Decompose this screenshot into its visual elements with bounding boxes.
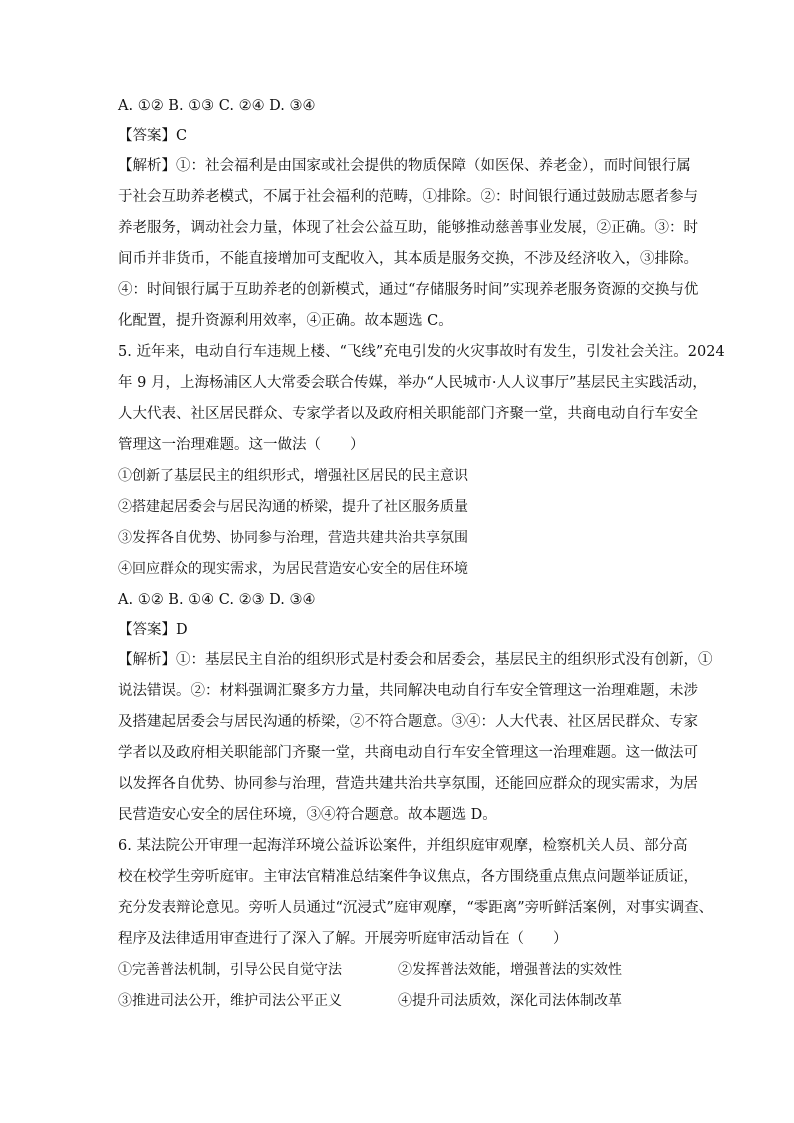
q5-options: A. ①② B. ①④ C. ②③ D. ③④ [118, 592, 316, 608]
q5-stem-line: 管理这一治理难题。这一做法（ ） [118, 437, 365, 453]
q5-statement-3: ③发挥各自优势、协同参与治理，营造共建共治共享氛围 [118, 530, 468, 546]
q5-analysis-line: 【解析】①：基层民主自治的组织形式是村委会和居委会，基层民主的组织形式没有创新，① [118, 652, 713, 668]
q4-answer: 【答案】C [118, 128, 188, 144]
q6-statement-2: ②发挥普法效能，增强普法的实效性 [398, 962, 622, 978]
q6-stem-line: 程序及法律适用审查进行了深入了解。开展旁听庭审活动旨在（ ） [118, 931, 568, 947]
q6-stem-line: 校在校学生旁听庭审。主审法官精准总结案件争议焦点，各方围绕重点焦点问题举证质证， [118, 869, 698, 885]
q4-analysis-line: 化配置，提升资源利用效率，④正确。故本题选 C。 [118, 313, 453, 329]
q4-analysis-line: 养老服务，调动社会力量，体现了社会公益互助，能够推动慈善事业发展，②正确。③：时 [118, 220, 698, 236]
q4-options: A. ①② B. ①③ C. ②④ D. ③④ [118, 98, 316, 114]
q5-stem-line: 年 9 月，上海杨浦区人大常委会联合传媒，举办“人民城市·人人议事厅”基层民主实践活动， [118, 375, 707, 391]
q5-answer: 【答案】D [118, 622, 188, 638]
q4-analysis-line: 于社会互助养老模式，不属于社会福利的范畴，①排除。②：时间银行通过鼓励志愿者参与 [118, 189, 698, 205]
q4-analysis-line: 【解析】①：社会福利是由国家或社会提供的物质保障（如医保、养老金），而时间银行属 [118, 158, 691, 174]
q5-stem-line: 人大代表、社区居民群众、专家学者以及政府相关职能部门齐聚一堂，共商电动自行车安全 [118, 406, 698, 422]
q5-analysis-line: 学者以及政府相关职能部门齐聚一堂，共商电动自行车安全管理这一治理难题。这一做法可 [118, 745, 698, 761]
q6-stem [118, 836, 714, 949]
q5-analysis-line: 说法错误。②：材料强调汇聚多方力量，共同解决电动自行车安全管理这一治理难题，未涉 [118, 683, 698, 699]
q5-stem-line: 5. 近年来，电动自行车违规上楼、“飞线”充电引发的火灾事故时有发生，引发社会关注。2024 [118, 344, 725, 360]
q6-statement-3: ③推进司法公开，维护司法公平正义 [118, 993, 342, 1009]
q6-stem-line: 6. 某法院公开审理一起海洋环境公益诉讼案件，并组织庭审观摩，检察机关人员、部分高 [118, 838, 688, 854]
q6-statement-1: ①完善普法机制，引导公民自觉守法 [118, 962, 342, 978]
q6-statements-row-2 [118, 991, 678, 1011]
q5-analysis-line: 以发挥各自优势、协同参与治理，营造共建共治共享氛围，还能回应群众的现实需求，为居 [118, 776, 698, 792]
q5-analysis-line: 民营造安心安全的居住环境，③④符合题意。故本题选 D。 [118, 807, 497, 823]
q4-analysis [118, 156, 699, 331]
q6-stem-line: 充分发表辩论意见。旁听人员通过“沉浸式”庭审观摩，“零距离”旁听鲜活案例，对事实调查、 [118, 900, 714, 916]
q5-statement-4: ④回应群众的现实需求，为居民营造安心安全的居住环境 [118, 561, 468, 577]
q6-statement-4: ④提升司法质效，深化司法体制改革 [398, 993, 622, 1009]
q4-analysis-line: 间币并非货币，不能直接增加可支配收入，其本质是服务交换，不涉及经济收入，③排除。 [118, 251, 698, 267]
q5-stem [118, 342, 725, 455]
q5-analysis-line: 及搭建起居委会与居民沟通的桥梁，②不符合题意。③④：人大代表、社区居民群众、专家 [118, 714, 698, 730]
document-page [118, 96, 725, 1022]
q6-statements-row-1 [118, 960, 678, 980]
q4-analysis-line: ④：时间银行属于互助养老的创新模式，通过“存储服务时间”实现养老服务资源的交换与优 [118, 282, 699, 298]
q5-statement-2: ②搭建起居委会与居民沟通的桥梁，提升了社区服务质量 [118, 499, 468, 515]
q5-analysis [118, 650, 713, 825]
q5-statement-1: ①创新了基层民主的组织形式，增强社区居民的民主意识 [118, 468, 468, 484]
